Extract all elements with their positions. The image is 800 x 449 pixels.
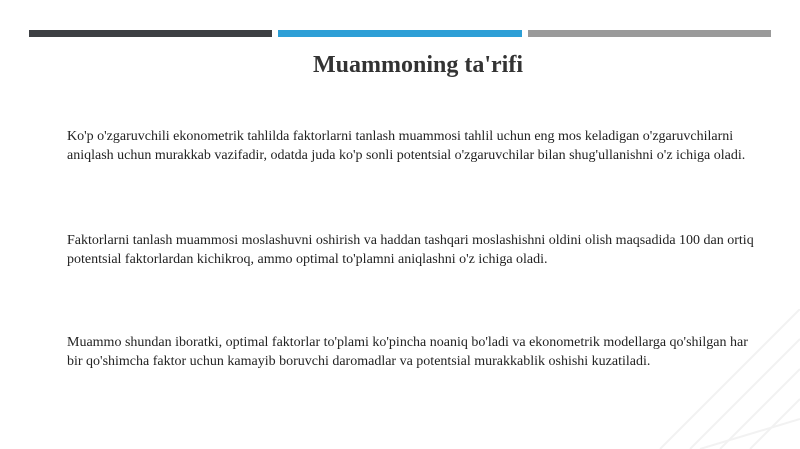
paragraph-3: Muammo shundan iboratki, optimal faktorlar to'plami ko'pincha noaniq bo'ladi va ekonometrik modellarga qo'shilgan har bir qo'shimcha faktor uchun kamayib boruvchi daromadlar va potentsial murakkablik oshishi kuzatiladi. xyxy=(67,335,748,369)
paragraph-1: Ko'p o'zgaruvchili ekonometrik tahlilda faktorlarni tanlash muammosi tahlil uchun eng mos keladigan o'zgaruvchilarni aniqlash uchun murakkab vazifadir, odatda juda ko'p sonli potentsial o'zgaruvchilar bilan shug'ullanishni o'z ichiga oladi. xyxy=(67,129,746,163)
header-bar-blue xyxy=(278,30,522,37)
header-bar-gray xyxy=(528,30,771,37)
corner-decoration xyxy=(640,309,800,449)
paragraph-2: Faktorlarni tanlash muammosi moslashuvni oshirish va haddan tashqari moslashishni oldini olish maqsadida 100 dan ortiq potentsial faktorlardan kichikroq, ammo optimal to'plamni aniqlashni o'z ichiga oladi. xyxy=(67,233,754,267)
slide-title: Muammoning ta'rifi xyxy=(313,52,523,78)
header-bar-dark xyxy=(29,30,272,37)
